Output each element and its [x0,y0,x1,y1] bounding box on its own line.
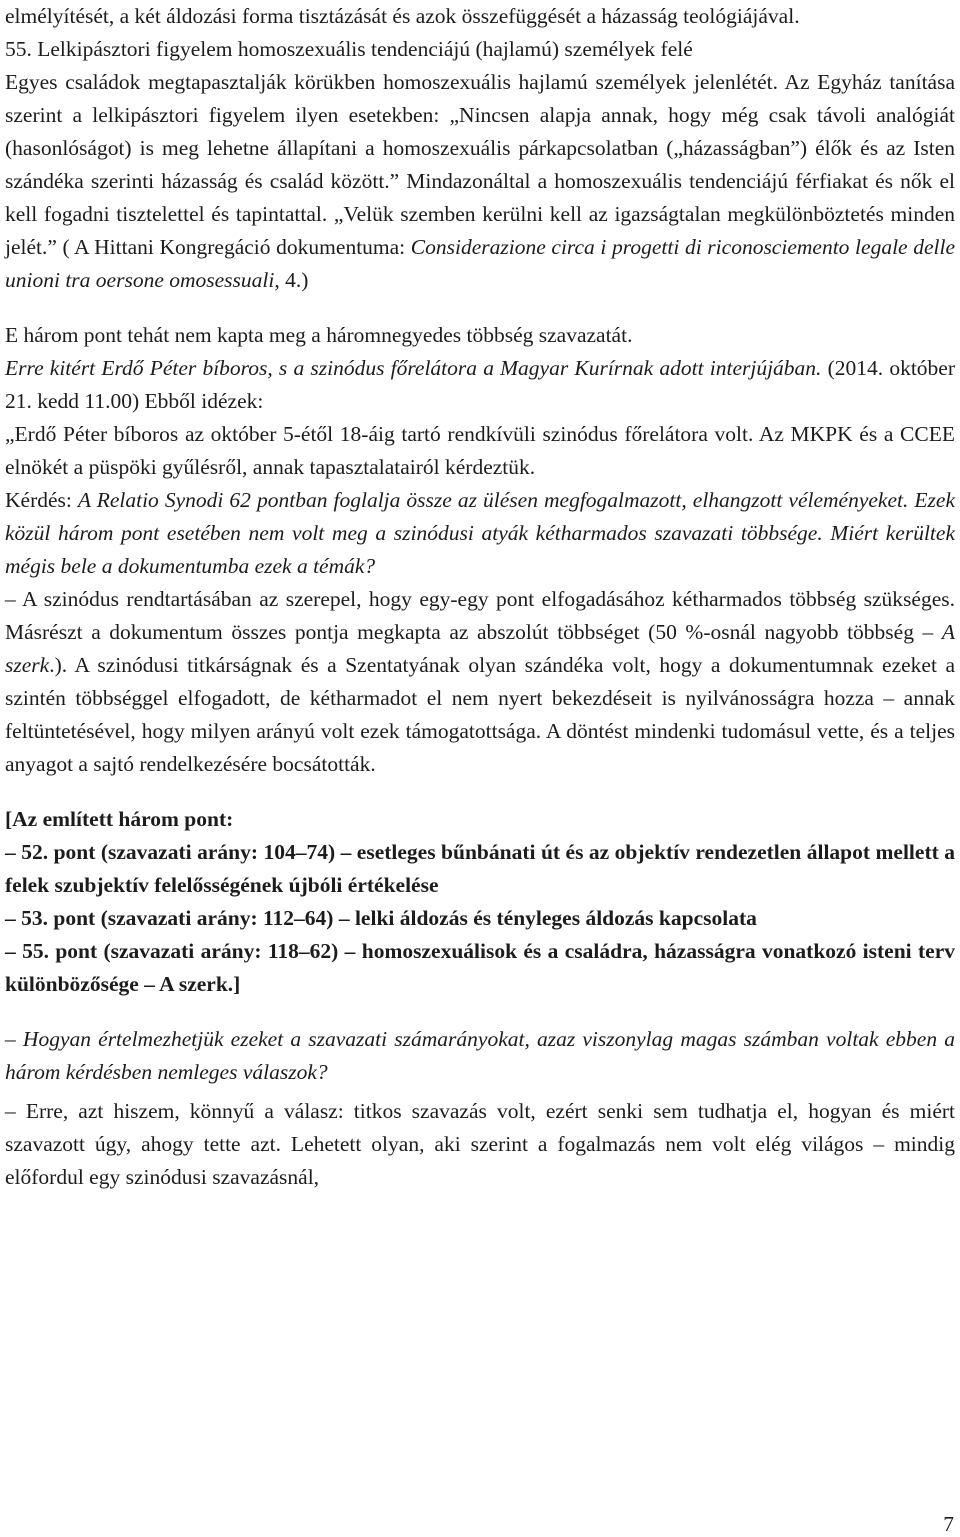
paragraph-source [5,352,955,418]
paragraph-question [5,484,955,583]
document-title: Considerazione circa i progetti di riconosciemento legale delle unioni tra oersone omosessuali [5,235,956,292]
paragraph-summary [5,319,955,352]
paragraph-intro [5,0,955,33]
paragraph-question-2 [5,1023,955,1089]
bold-text: [Az említett három pont: – 52. pont (szavazati arány: 104–74) – esetleges bűnbánati út és az objektív rendezetlen állapot mellett a felek szubjektív felelősségének újbóli értékelése – 53. pont (szavazati arány: 112–64) – lelki áldozás és tényleges áldozás kapcsolata – 55. pont (szavazati arány: 118–62) – homoszexuálisok és a családra, házasságra vonatkozó isteni terv különbözősége – A szerk.] [5,807,955,996]
paragraph-text: Egyes családok megtapasztalják körükben homoszexuális hajlamú személyek jelenlétét. Az Egyház tanítása szerint a lelkipásztori figyelem ilyen esetekben: „Nincsen alapja annak, hogy még csak távoli analógiát (hasonlóságot) is meg lehetne állapítani a homoszexuális párkapcsolatban („házasságban”) élők és az Isten szándéka szerinti házasság és család között.” Mindazonáltal a homoszexuális tendenciájú férfiakat és nők el kell fogadni tisztelettel és tapintattal. „Velük szemben kerülni kell az igazságtalan megkülönböztetés minden jelét.” ( A Hittani Kongregáció dokumentuma: [5,70,955,259]
paragraph-55-body [5,66,955,297]
paragraph-text: „Erdő Péter bíboros az október 5-étől 18-áig tartó rendkívüli szinódus főrelátora volt. Az MKPK és a CCEE elnökét a püspöki gyűlésről, annak tapasztalatairól kérdeztük. [5,422,955,479]
paragraph-55-heading [5,33,955,66]
paragraph-text: , 4.) [274,268,309,292]
source-reference: Erre kitért Erdő Péter bíboros, s a szinódus főrelátora a Magyar Kurírnak adott interjújában. [5,356,822,380]
paragraph-answer-2 [5,1095,955,1194]
page-number: 7 [943,1512,954,1536]
paragraph-text: (2014. október 21. kedd 11.00) Ebből idézek: [5,356,955,413]
question-text: – Hogyan értelmezhetjük ezeket a szavazati számarányokat, azaz viszonylag magas számban voltak ebben a három kérdésben nemleges válaszok? [5,1027,955,1084]
paragraph-text: – A szinódus rendtartásában az szerepel, hogy egy-egy pont elfogadásához kétharmados többség szükséges. Másrészt a dokumentum összes pontja megkapta az abszolút többséget (50 %-osnál nagyobb többség – [5,587,955,644]
editor-note: A szerk [5,620,955,677]
question-label: Kérdés: [5,488,78,512]
bold-points-block [5,803,955,1001]
paragraph-answer [5,583,955,781]
section-heading: 55. Lelkipásztori figyelem homoszexuális tendenciájú (hajlamú) személyek felé [5,37,693,61]
paragraph-text: E három pont tehát nem kapta meg a háromnegyedes többség szavazatát. [5,323,633,347]
paragraph-text: – Erre, azt hiszem, könnyű a válasz: titkos szavazás volt, ezért senki sem tudhatja el, hogyan és miért szavazott úgy, ahogy tette azt. Lehetett olyan, aki szerint a fogalmazás nem volt elég világos – mindig előfordul egy szinódusi szavazásnál, [5,1099,955,1189]
paragraph-quote-intro [5,418,955,484]
question-text: A Relatio Synodi 62 pontban foglalja össze az ülésen megfogalmazott, elhangzott véleményeket. Ezek közül három pont esetében nem volt meg a szinódusi atyák kétharmados szavazati többsége. Miért kerültek mégis bele a dokumentumba ezek a témák? [5,488,955,578]
paragraph-text: elmélyítését, a két áldozási forma tisztázását és azok összefüggését a házasság teológiájával. [5,4,800,28]
paragraph-text: .). A szinódusi titkárságnak és a Szentatyának olyan szándéka volt, hogy a dokumentumnak ezeket a szintén többséggel elfogadott, de kétharmadot el nem nyert bekezdéseit is nyilvánosságra hozza – annak feltüntetésével, hogy milyen arányú volt ezek támogatottsága. A döntést mindenki tudomásul vette, és a teljes anyagot a sajtó rendelkezésére bocsátották. [5,653,955,776]
document-page [5,0,955,1194]
